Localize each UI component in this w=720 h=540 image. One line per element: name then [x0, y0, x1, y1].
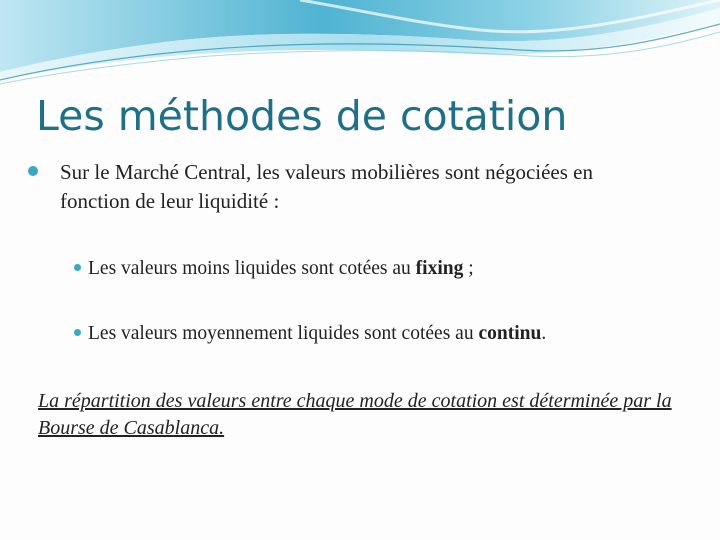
main-bullet	[28, 158, 668, 216]
header-wave-decoration	[0, 0, 720, 90]
bullet-dot-icon	[74, 329, 81, 336]
sub-bullet-emphasis: fixing	[415, 258, 464, 279]
bullet-dot-icon	[74, 264, 81, 271]
sub-bullet-fixing	[74, 256, 694, 282]
slide-title: Les méthodes de cotation	[36, 92, 568, 140]
bullet-dot-icon	[28, 166, 38, 176]
sub-bullet-text: Les valeurs moyennement liquides sont cotées au	[88, 323, 479, 344]
sub-bullet-emphasis: continu	[478, 323, 542, 344]
sub-bullet-suffix: ;	[463, 258, 474, 279]
sub-bullet-text: Les valeurs moins liquides sont cotées au	[88, 258, 416, 279]
main-bullet-text: Sur le Marché Central, les valeurs mobilières sont négociées en fonction de leur liquidité :	[60, 160, 593, 213]
sub-bullet-continu	[74, 321, 694, 347]
sub-bullet-suffix: .	[541, 323, 547, 344]
footnote: La répartition des valeurs entre chaque mode de cotation est déterminée par la Bourse de Casablanca.	[38, 390, 672, 439]
